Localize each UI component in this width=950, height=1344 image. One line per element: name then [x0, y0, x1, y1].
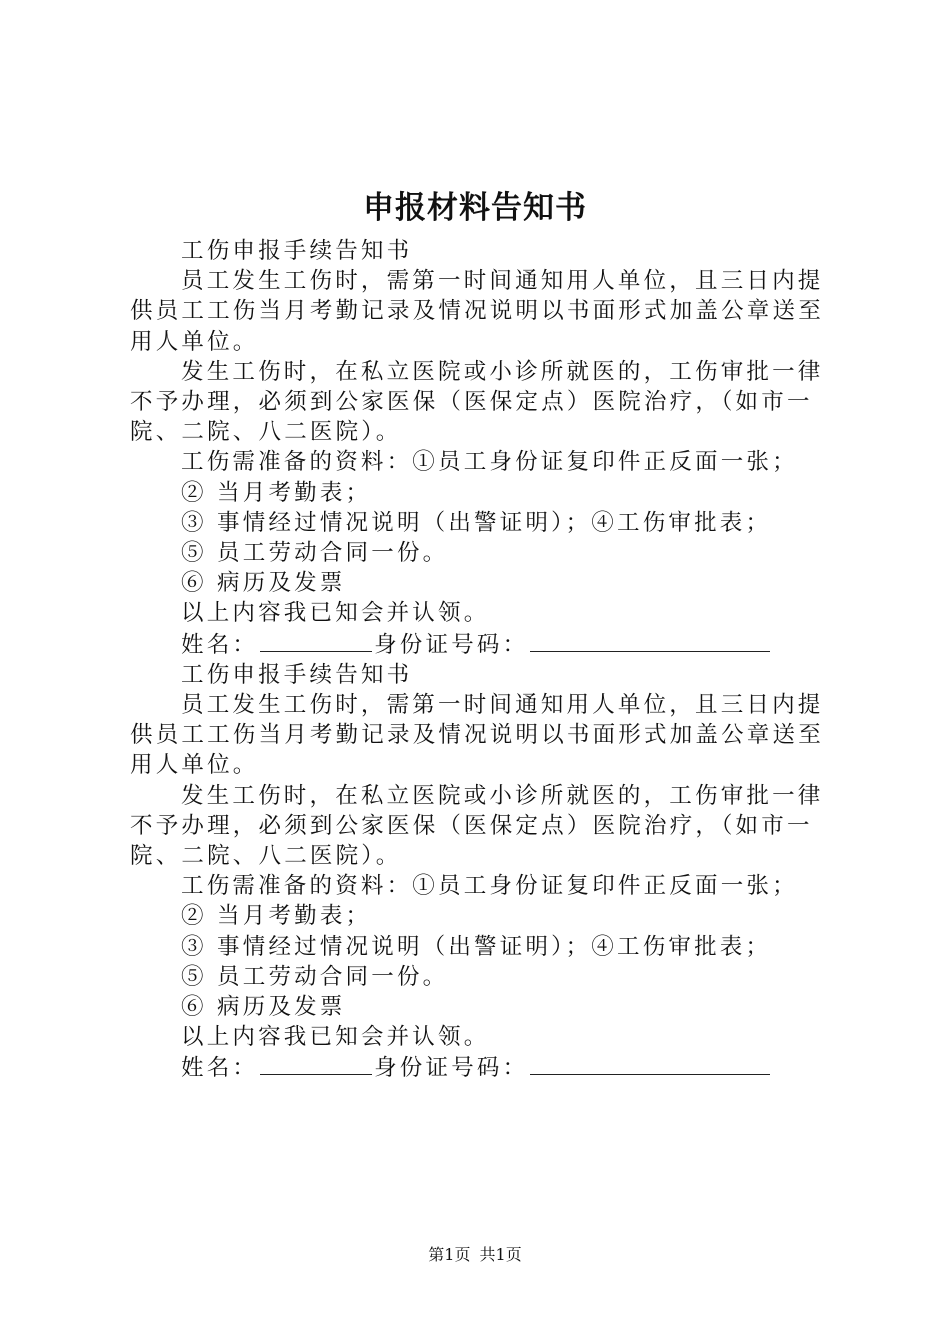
id-number-field[interactable] [530, 629, 770, 652]
section-heading: 工伤申报手续告知书 [181, 661, 413, 688]
materials-intro: 工伤需准备的资料：①员工身份证复印件正反面一张； [181, 449, 798, 476]
document-title: 申报材料告知书 [363, 190, 587, 226]
document-body [130, 236, 832, 1084]
paragraph-notification: 员工发生工伤时，需第一时间通知用人单位，且三日内提供员工工伤当月考勤记录及情况说明以书面形式加盖公章送至用人单位。 [130, 268, 824, 355]
materials-item: ⑥ 病历及发票 [181, 570, 346, 597]
materials-item: ② 当月考勤表； [181, 479, 372, 506]
page-footer [0, 1243, 950, 1267]
materials-item: ⑤ 员工劳动合同一份。 [181, 540, 449, 567]
acknowledgement: 以上内容我已知会并认领。 [181, 600, 490, 627]
page-total: 共1页 [479, 1245, 522, 1264]
name-label: 姓名： [181, 1055, 259, 1082]
paragraph-notification: 员工发生工伤时，需第一时间通知用人单位，且三日内提供员工工伤当月考勤记录及情况说明以书面形式加盖公章送至用人单位。 [130, 692, 824, 779]
paragraph-hospital-rule: 发生工伤时，在私立医院或小诊所就医的，工伤审批一律不予办理，必须到公家医保（医保定点）医院治疗，（如市一院、二院、八二医院）。 [130, 358, 824, 446]
section-heading: 工伤申报手续告知书 [181, 238, 413, 264]
id-label: 身份证号码： [374, 631, 529, 658]
name-label: 姓名： [181, 631, 259, 658]
materials-item: ③ 事情经过情况说明（出警证明）；④工伤审批表； [181, 933, 772, 960]
materials-intro: 工伤需准备的资料：①员工身份证复印件正反面一张； [181, 873, 798, 900]
acknowledgement: 以上内容我已知会并认领。 [181, 1024, 490, 1051]
materials-item: ⑤ 员工劳动合同一份。 [181, 963, 449, 990]
id-number-field[interactable] [530, 1052, 770, 1075]
signature-line [130, 629, 832, 660]
materials-item: ② 当月考勤表； [181, 903, 372, 930]
id-label: 身份证号码： [374, 1055, 529, 1082]
notice-section [130, 236, 832, 660]
name-field[interactable] [260, 629, 372, 652]
materials-item: ⑥ 病历及发票 [181, 994, 346, 1021]
name-field[interactable] [260, 1052, 372, 1075]
notice-section [130, 660, 832, 1084]
page-number: 第1页 [428, 1245, 471, 1264]
paragraph-hospital-rule: 发生工伤时，在私立医院或小诊所就医的，工伤审批一律不予办理，必须到公家医保（医保定点）医院治疗，（如市一院、二院、八二医院）。 [130, 782, 824, 870]
signature-line [130, 1052, 832, 1083]
materials-item: ③ 事情经过情况说明（出警证明）；④工伤审批表； [181, 509, 772, 536]
